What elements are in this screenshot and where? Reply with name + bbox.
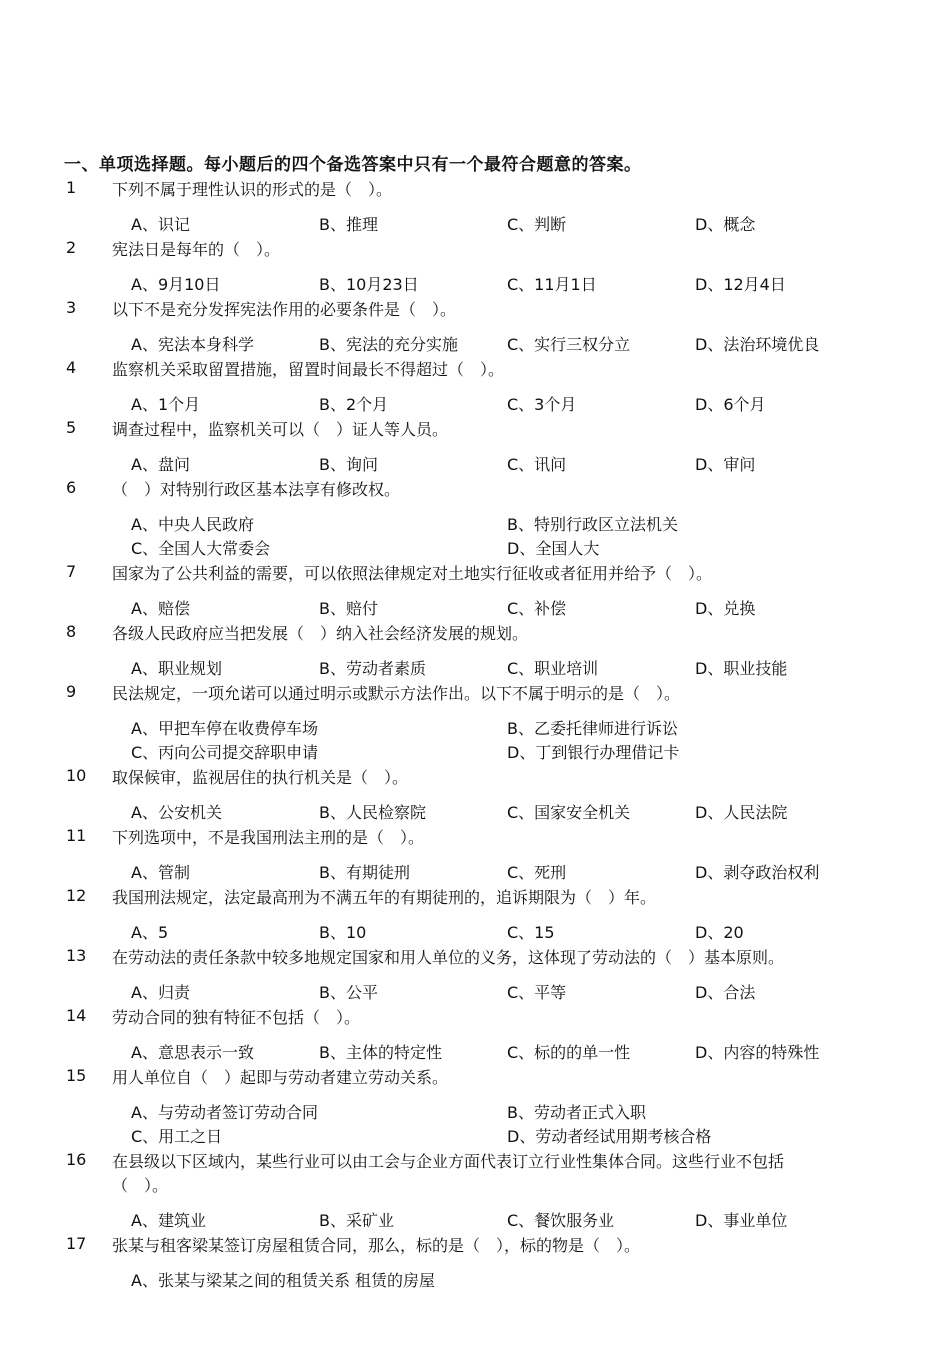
option-a[interactable]: A、与劳动者签订劳动合同 bbox=[131, 1103, 318, 1122]
option-c[interactable]: C、平等 bbox=[507, 983, 567, 1002]
question-number: 7 bbox=[66, 562, 77, 581]
option-a[interactable]: A、中央人民政府 bbox=[131, 515, 254, 534]
option-d[interactable]: D、职业技能 bbox=[695, 659, 788, 678]
option-c[interactable]: C、实行三权分立 bbox=[507, 335, 631, 354]
option-c[interactable]: C、职业培训 bbox=[507, 659, 599, 678]
option-a[interactable]: A、管制 bbox=[131, 863, 190, 882]
option-c[interactable]: C、国家安全机关 bbox=[507, 803, 631, 822]
option-c[interactable]: C、判断 bbox=[507, 215, 567, 234]
option-d[interactable]: D、人民法院 bbox=[695, 803, 788, 822]
option-a[interactable]: A、归责 bbox=[131, 983, 190, 1002]
question-text: 用人单位自（ ）起即与劳动者建立劳动关系。 bbox=[112, 1068, 449, 1087]
question-number: 1 bbox=[66, 178, 77, 197]
question-number: 3 bbox=[66, 298, 77, 317]
option-b[interactable]: B、人民检察院 bbox=[319, 803, 426, 822]
option-a[interactable]: A、5 bbox=[131, 923, 169, 942]
question-number: 15 bbox=[66, 1066, 87, 1085]
question-number: 14 bbox=[66, 1006, 87, 1025]
question-number: 11 bbox=[66, 826, 87, 845]
question-number: 4 bbox=[66, 358, 77, 377]
option-c[interactable]: C、3个月 bbox=[507, 395, 577, 414]
option-a[interactable]: A、宪法本身科学 bbox=[131, 335, 254, 354]
option-d[interactable]: D、审问 bbox=[695, 455, 756, 474]
option-b[interactable]: B、10月23日 bbox=[319, 275, 419, 294]
option-a[interactable]: A、盘问 bbox=[131, 455, 190, 474]
option-c[interactable]: C、死刑 bbox=[507, 863, 567, 882]
option-d[interactable]: D、12月4日 bbox=[695, 275, 786, 294]
question-number: 5 bbox=[66, 418, 77, 437]
option-b[interactable]: B、宪法的充分实施 bbox=[319, 335, 458, 354]
option-a[interactable]: A、9月10日 bbox=[131, 275, 221, 294]
question-text: 以下不是充分发挥宪法作用的必要条件是（ ）。 bbox=[112, 300, 457, 319]
question-text: 调查过程中，监察机关可以（ ）证人等人员。 bbox=[112, 420, 449, 439]
option-c[interactable]: C、讯问 bbox=[507, 455, 567, 474]
option-d[interactable]: D、20 bbox=[695, 923, 744, 942]
question-text: 监察机关采取留置措施，留置时间最长不得超过（ ）。 bbox=[112, 360, 505, 379]
option-b[interactable]: B、赔付 bbox=[319, 599, 378, 618]
option-d[interactable]: D、劳动者经试用期考核合格 bbox=[507, 1127, 712, 1146]
option-c[interactable]: C、餐饮服务业 bbox=[507, 1211, 615, 1230]
option-b[interactable]: B、劳动者素质 bbox=[319, 659, 426, 678]
option-a[interactable]: A、赔偿 bbox=[131, 599, 190, 618]
option-a[interactable]: A、识记 bbox=[131, 215, 190, 234]
option-b[interactable]: B、公平 bbox=[319, 983, 378, 1002]
option-c[interactable]: C、标的的单一性 bbox=[507, 1043, 631, 1062]
option-c[interactable]: C、丙向公司提交辞职申请 bbox=[131, 743, 319, 762]
question-number: 2 bbox=[66, 238, 77, 257]
question-number: 12 bbox=[66, 886, 87, 905]
option-d[interactable]: D、合法 bbox=[695, 983, 756, 1002]
option-d[interactable]: D、丁到银行办理借记卡 bbox=[507, 743, 680, 762]
option-b[interactable]: B、特别行政区立法机关 bbox=[507, 515, 678, 534]
option-d[interactable]: D、全国人大 bbox=[507, 539, 600, 558]
question-text: 民法规定，一项允诺可以通过明示或默示方法作出。以下不属于明示的是（ ）。 bbox=[112, 684, 681, 703]
question-text: 宪法日是每年的（ ）。 bbox=[112, 240, 281, 259]
section-title: 一、单项选择题。每小题后的四个备选答案中只有一个最符合题意的答案。 bbox=[64, 155, 642, 175]
option-a[interactable]: A、张某与梁某之间的租赁关系 租赁的房屋 bbox=[131, 1271, 436, 1290]
option-b[interactable]: B、推理 bbox=[319, 215, 378, 234]
question-text: 在劳动法的责任条款中较多地规定国家和用人单位的义务，这体现了劳动法的（ ）基本原则。 bbox=[112, 948, 785, 967]
option-a[interactable]: A、意思表示一致 bbox=[131, 1043, 254, 1062]
option-a[interactable]: A、建筑业 bbox=[131, 1211, 206, 1230]
option-b[interactable]: B、劳动者正式入职 bbox=[507, 1103, 646, 1122]
option-b[interactable]: B、2个月 bbox=[319, 395, 389, 414]
option-a[interactable]: A、1个月 bbox=[131, 395, 201, 414]
option-c[interactable]: C、用工之日 bbox=[131, 1127, 223, 1146]
question-number: 17 bbox=[66, 1234, 87, 1253]
question-text: 下列选项中，不是我国刑法主刑的是（ ）。 bbox=[112, 828, 425, 847]
option-b[interactable]: B、询问 bbox=[319, 455, 378, 474]
question-number: 6 bbox=[66, 478, 77, 497]
option-c[interactable]: C、11月1日 bbox=[507, 275, 597, 294]
option-a[interactable]: A、职业规划 bbox=[131, 659, 222, 678]
option-a[interactable]: A、甲把车停在收费停车场 bbox=[131, 719, 318, 738]
option-c[interactable]: C、全国人大常委会 bbox=[131, 539, 271, 558]
option-c[interactable]: C、15 bbox=[507, 923, 555, 942]
question-number: 13 bbox=[66, 946, 87, 965]
option-b[interactable]: B、10 bbox=[319, 923, 367, 942]
question-text: 劳动合同的独有特征不包括（ ）。 bbox=[112, 1008, 361, 1027]
question-number: 16 bbox=[66, 1150, 87, 1169]
question-text: （ ）对特别行政区基本法享有修改权。 bbox=[112, 480, 401, 499]
option-a[interactable]: A、公安机关 bbox=[131, 803, 222, 822]
question-text: 我国刑法规定，法定最高刑为不满五年的有期徒刑的，追诉期限为（ ）年。 bbox=[112, 888, 657, 907]
question-text: 各级人民政府应当把发展（ ）纳入社会经济发展的规划。 bbox=[112, 624, 529, 643]
option-d[interactable]: D、兑换 bbox=[695, 599, 756, 618]
question-text: 张某与租客梁某签订房屋租赁合同，那么，标的是（ ），标的物是（ ）。 bbox=[112, 1236, 641, 1255]
option-d[interactable]: D、法治环境优良 bbox=[695, 335, 820, 354]
option-b[interactable]: B、主体的特定性 bbox=[319, 1043, 442, 1062]
question-text: 在县级以下区域内，某些行业可以由工会与企业方面代表订立行业性集体合同。这些行业不包括（ ）。 bbox=[112, 1152, 785, 1195]
option-d[interactable]: D、概念 bbox=[695, 215, 756, 234]
option-c[interactable]: C、补偿 bbox=[507, 599, 567, 618]
question-number: 9 bbox=[66, 682, 77, 701]
option-b[interactable]: B、乙委托律师进行诉讼 bbox=[507, 719, 678, 738]
option-b[interactable]: B、有期徒刑 bbox=[319, 863, 410, 882]
question-text: 取保候审，监视居住的执行机关是（ ）。 bbox=[112, 768, 409, 787]
option-d[interactable]: D、内容的特殊性 bbox=[695, 1043, 820, 1062]
option-d[interactable]: D、剥夺政治权利 bbox=[695, 863, 820, 882]
option-d[interactable]: D、6个月 bbox=[695, 395, 766, 414]
question-text: 下列不属于理性认识的形式的是（ ）。 bbox=[112, 180, 393, 199]
option-b[interactable]: B、采矿业 bbox=[319, 1211, 394, 1230]
question-number: 10 bbox=[66, 766, 87, 785]
question-number: 8 bbox=[66, 622, 77, 641]
question-text: 国家为了公共利益的需要，可以依照法律规定对土地实行征收或者征用并给予（ ）。 bbox=[112, 564, 713, 583]
option-d[interactable]: D、事业单位 bbox=[695, 1211, 788, 1230]
